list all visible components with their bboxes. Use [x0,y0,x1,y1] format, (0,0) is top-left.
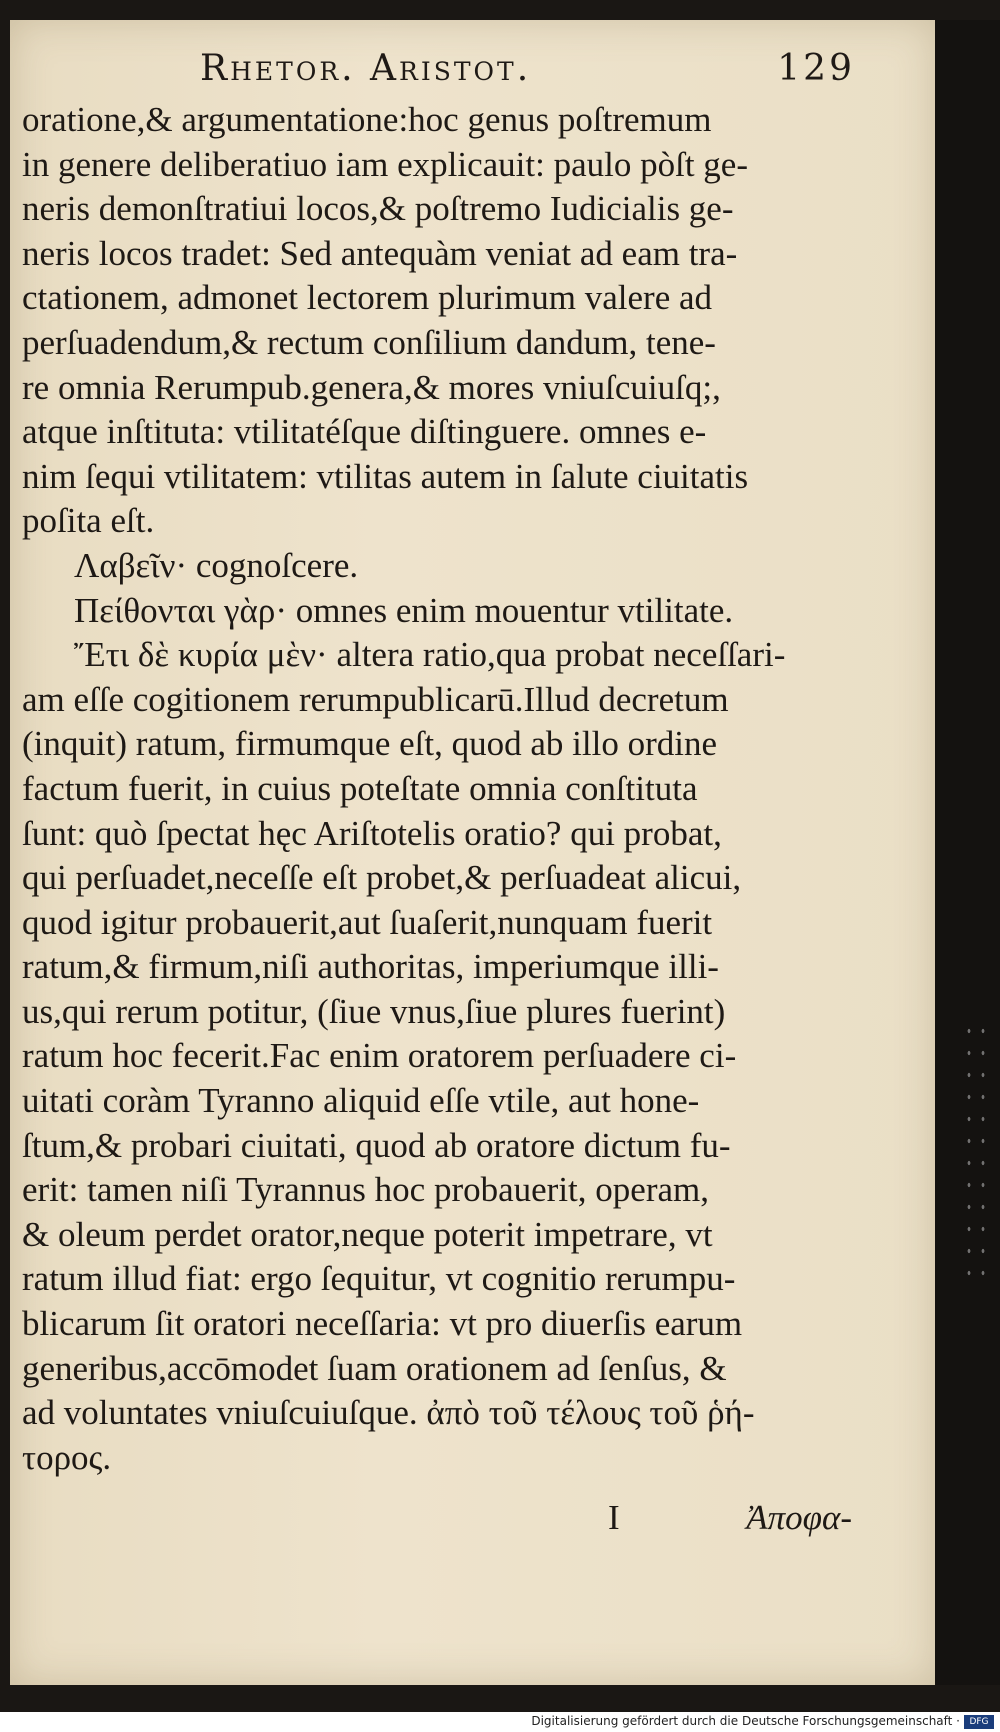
text-line: ratum illud fiat: ergo ſequitur, vt cognitio rerumpu- [22,1259,736,1299]
text-line: τορος. [22,1437,112,1477]
text-line: us,qui rerum potitur, (ſiue vnus,ſiue plures fuerint) [22,991,726,1031]
scan-background-right [935,20,1000,1685]
text-line: ad voluntates vniuſcuiuſque. ἀπὸ τοῦ τέλους τοῦ ῥή- [22,1393,755,1433]
text-line: Ἔτι δὲ κυρία μὲν· altera ratio,qua probat neceſſari- [74,635,786,675]
text-line: atque inſtituta: vtilitatéſque diſtinguere. omnes e- [22,412,707,452]
text-line: & oleum perdet orator,neque poterit impetrare, vt [22,1214,713,1254]
text-line: perſuadendum,& rectum conſilium dandum, tene- [22,322,716,362]
text-line: Λαβεῖν· cognoſcere. [74,545,359,585]
text-line: re omnia Rerumpub.genera,& mores vniuſcuiuſq;, [22,367,721,407]
text-line: neris demonſtratiui locos,& poſtremo Iudicialis ge- [22,189,734,229]
text-line: erit: tamen niſi Tyrannus hoc probauerit, operam, [22,1170,709,1210]
text-line: Πείθονται γὰρ· omnes enim mouentur vtilitate. [74,590,734,630]
dfg-logo: DFG [964,1715,994,1729]
text-line: oratione,& argumentatione:hoc genus poſtremum [22,100,712,139]
scanner-dots [962,1020,992,1280]
credit-text: Digitalisierung gefördert durch die Deutsche Forschungsgemeinschaft · [531,1714,960,1728]
text-line: qui perſuadet,neceſſe eſt probet,& perſuadeat alicui, [22,858,742,898]
page-body [22,98,842,1480]
page-footer [22,1498,852,1548]
text-line: neris locos tradet: Sed antequàm veniat ad eam tra- [22,233,738,273]
text-line: in genere deliberatiuo iam explicauit: paulo pòſt ge- [22,144,748,184]
running-header [190,48,855,98]
text-line: generibus,accōmodet ſuam orationem ad ſenſus, & [22,1348,727,1388]
text-line: ratum,& firmum,niſi authoritas, imperiumque illi- [22,947,719,987]
text-line: poſita eſt. [22,501,155,541]
text-line: nim ſequi vtilitatem: vtilitas autem in ſalute ciuitatis [22,456,749,496]
running-title: Rhetor. Aristot. [200,48,532,89]
text-line: am eſſe cogitionem rerumpublicarū.Illud decretum [22,679,729,719]
text-line: quod igitur probauerit,aut ſuaſerit,nunquam fuerit [22,902,713,942]
digitization-credit-bar [0,1712,1000,1732]
text-line: blicarum ſit oratori neceſſaria: vt pro diuerſis earum [22,1304,743,1344]
text-line: ſtum,& probari ciuitati, quod ab oratore dictum fu- [22,1125,731,1165]
signature-mark: I [608,1498,620,1537]
catchword: Ἀποφα- [746,1498,852,1537]
text-line: uitati coràm Tyranno aliquid eſſe vtile, aut hone- [22,1081,700,1121]
text-line: ſunt: quò ſpectat hęc Ariſtotelis oratio? qui probat, [22,813,722,853]
text-line: ratum hoc fecerit.Fac enim oratorem perſuadere ci- [22,1036,737,1076]
text-line: (inquit) ratum, firmumque eſt, quod ab illo ordine [22,724,717,764]
text-line: factum fuerit, in cuius poteſtate omnia conſtituta [22,768,698,808]
page-number: 129 [777,48,855,89]
text-line: ctationem, admonet lectorem plurimum valere ad [22,278,713,318]
